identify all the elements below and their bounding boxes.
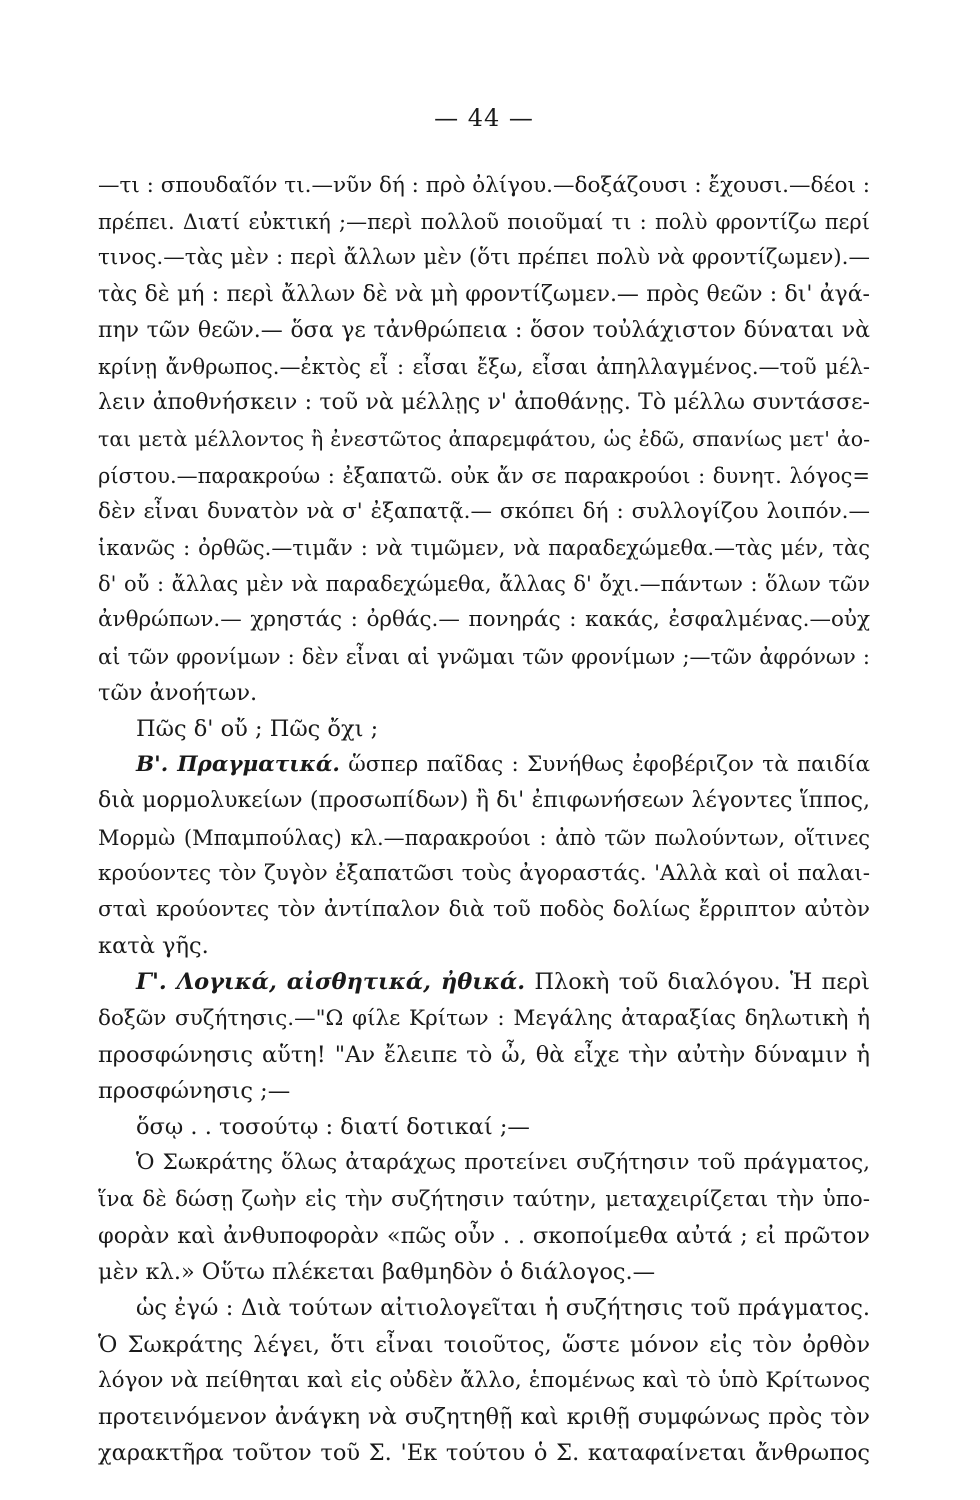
- text-line: πρέπει. Διατί εὐκτική ;—περὶ πολλοῦ ποιοῦμαί τι : πολὺ φροντίζω περί: [98, 210, 870, 235]
- section-b-practical: [98, 747, 870, 964]
- text-line: πην τῶν θεῶν.— ὅσα γε τἀνθρώπεια : ὅσον τοὐλάχιστον δύναται νὰ: [98, 317, 870, 343]
- text-line: ἱκανῶς : ὀρθῶς.—τιμᾶν : νὰ τιμῶμεν, νὰ παραδεχώμεθα.—τὰς μέν, τὰς: [98, 536, 870, 561]
- notes-section-a: [98, 168, 870, 747]
- section-c-heading: Γ'. Λογικά, αἰσθητικά, ἠθικά.: [136, 969, 526, 996]
- text-line: ἵνα δὲ δώσῃ ζωὴν εἰς τὴν συζήτησιν ταύτην, μεταχειρίζεται τὴν ὑπο-: [98, 1186, 870, 1212]
- text-line: κρίνῃ ἄνθρωπος.—ἐκτὸς εἶ : εἶσαι ἔξω, εἶσαι ἀπηλλαγμένος.—τοῦ μέλ-: [98, 355, 870, 380]
- text-line: ὅσῳ . . τοσούτῳ : διατί δοτικαί ;—: [136, 1114, 530, 1141]
- text-line: δὲν εἶναι δυνατὸν νὰ σ' ἐξαπατᾷ.— σκόπει δή : συλλογίζου λοιπόν.—: [98, 498, 870, 524]
- text-line: σταὶ κρούοντες τὸν ἀντίπαλον διὰ τοῦ ποδὸς δολίως ἔρριπτον αὐτὸν: [98, 897, 870, 923]
- text-line: δ' οὔ : ἄλλας μὲν νὰ παραδεχώμεθα, ἄλλας δ' ὄχι.—πάντων : ὅλων τῶν: [98, 572, 870, 597]
- text-line: τινος.—τὰς μὲν : περὶ ἄλλων μὲν (ὅτι πρέπει πολὺ νὰ φροντίζωμεν).—: [98, 245, 870, 271]
- text-line: χαρακτῆρα τοῦτον τοῦ Σ. 'Εκ τούτου ὁ Σ. καταφαίνεται ἄνθρωπος: [98, 1440, 870, 1467]
- text-line: προσφώνησις ;—: [98, 1078, 291, 1105]
- question-line: Πῶς δ' οὔ ; Πῶς ὄχι ;: [136, 716, 379, 743]
- text-line: φορὰν καὶ ἀνθυποφορὰν «πῶς οὖν . . σκοποίμεθα αὐτά ; εἰ πρῶτον: [98, 1222, 870, 1249]
- page-number: — 44 —: [434, 104, 534, 132]
- section-b-first-line-text: ὥσπερ παῖδας : Συνήθως ἐφοβέριζον τὰ παιδία: [348, 752, 870, 778]
- text-line: ἀνθρώπων.— χρηστάς : ὀρθάς.— πονηράς : κακάς, ἐσφαλμένας.—οὐχ: [98, 607, 870, 633]
- text-line: προτεινόμενον ἀνάγκη νὰ συζητηθῇ καὶ κριθῇ συμφώνως πρὸς τὸν: [98, 1403, 870, 1430]
- text-line: διὰ μορμολυκείων (προσωπίδων) ἢ δι' ἐπιφωνήσεων λέγοντες ἵππος,: [98, 788, 870, 814]
- section-c-first-line: [98, 964, 870, 1000]
- text-line: κατὰ γῆς.: [98, 933, 209, 960]
- text-line: τῶν ἀνοήτων.: [98, 679, 258, 706]
- text-line: Ὁ Σωκράτης ὅλως ἀταράχως προτείνει συζήτησιν τοῦ πράγματος,: [136, 1150, 870, 1176]
- text-line: κρούοντες τὸν ζυγὸν ἐξαπατῶσι τοὺς ἀγοραστάς. 'Αλλὰ καὶ οἱ παλαι-: [98, 860, 870, 886]
- section-b-first-line: [98, 747, 870, 783]
- text-line: Μορμὼ (Μπαμπούλας) κλ.—παρακρούοι : ἀπὸ τῶν πωλούντων, οἵτινες: [98, 825, 870, 850]
- section-c-logical: [98, 964, 870, 1471]
- text-line: μὲν κλ.» Οὕτω πλέκεται βαθμηδὸν ὁ διάλογος.—: [98, 1259, 656, 1286]
- text-line: δοξῶν συζήτησις.—"Ω φίλε Κρίτων : Μεγάλης ἀταραξίας δηλωτικὴ ἡ: [98, 1005, 870, 1031]
- text-line: αἱ τῶν φρονίμων : δὲν εἶναι αἱ γνῶμαι τῶν φρονίμων ;—τῶν ἀφρόνων :: [98, 644, 870, 669]
- text-line: ὡς ἐγώ : Διὰ τούτων αἰτιολογεῖται ἡ συζήτησις τοῦ πράγματος.: [136, 1295, 870, 1322]
- body-text: [98, 168, 870, 1471]
- text-line: λειν ἀποθνήσκειν : τοῦ νὰ μέλλῃς ν' ἀποθάνῃς. Τὸ μέλλω συντάσσε-: [98, 390, 870, 416]
- text-line: λόγον νὰ πείθηται καὶ εἰς οὐδὲν ἄλλο, ἑπομένως καὶ τὸ ὑπὸ Κρίτωνος: [98, 1367, 870, 1393]
- section-b-heading: Β'. Πραγματικά.: [136, 752, 340, 778]
- text-line: ται μετὰ μέλλοντος ἢ ἐνεστῶτος ἀπαρεμφάτου, ὡς ἐδῶ, σπανίως μετ' ἀο-: [98, 427, 870, 452]
- section-c-first-line-text: Πλοκὴ τοῦ διαλόγου. Ἡ περὶ: [534, 969, 871, 996]
- text-line: ρίστου.—παρακρούω : ἐξαπατῶ. οὐκ ἄν σε παρακρούοι : δυνητ. λόγος=: [98, 463, 870, 488]
- text-line: —τι : σπουδαῖόν τι.—νῦν δή : πρὸ ὀλίγου.—δοξάζουσι : ἔχουσι.—δέοι :: [98, 173, 870, 198]
- text-line: τὰς δὲ μή : περὶ ἄλλων δὲ νὰ μὴ φροντίζωμεν.— πρὸς θεῶν : δι' ἀγά-: [98, 281, 870, 307]
- text-line: προσφώνησις αὕτη! "Αν ἔλειπε τὸ ὦ, θὰ εἶχε τὴν αὐτὴν δύναμιν ἡ: [98, 1041, 870, 1068]
- text-line: Ὁ Σωκράτης λέγει, ὅτι εἶναι τοιοῦτος, ὥστε μόνον εἰς τὸν ὀρθὸν: [98, 1331, 870, 1358]
